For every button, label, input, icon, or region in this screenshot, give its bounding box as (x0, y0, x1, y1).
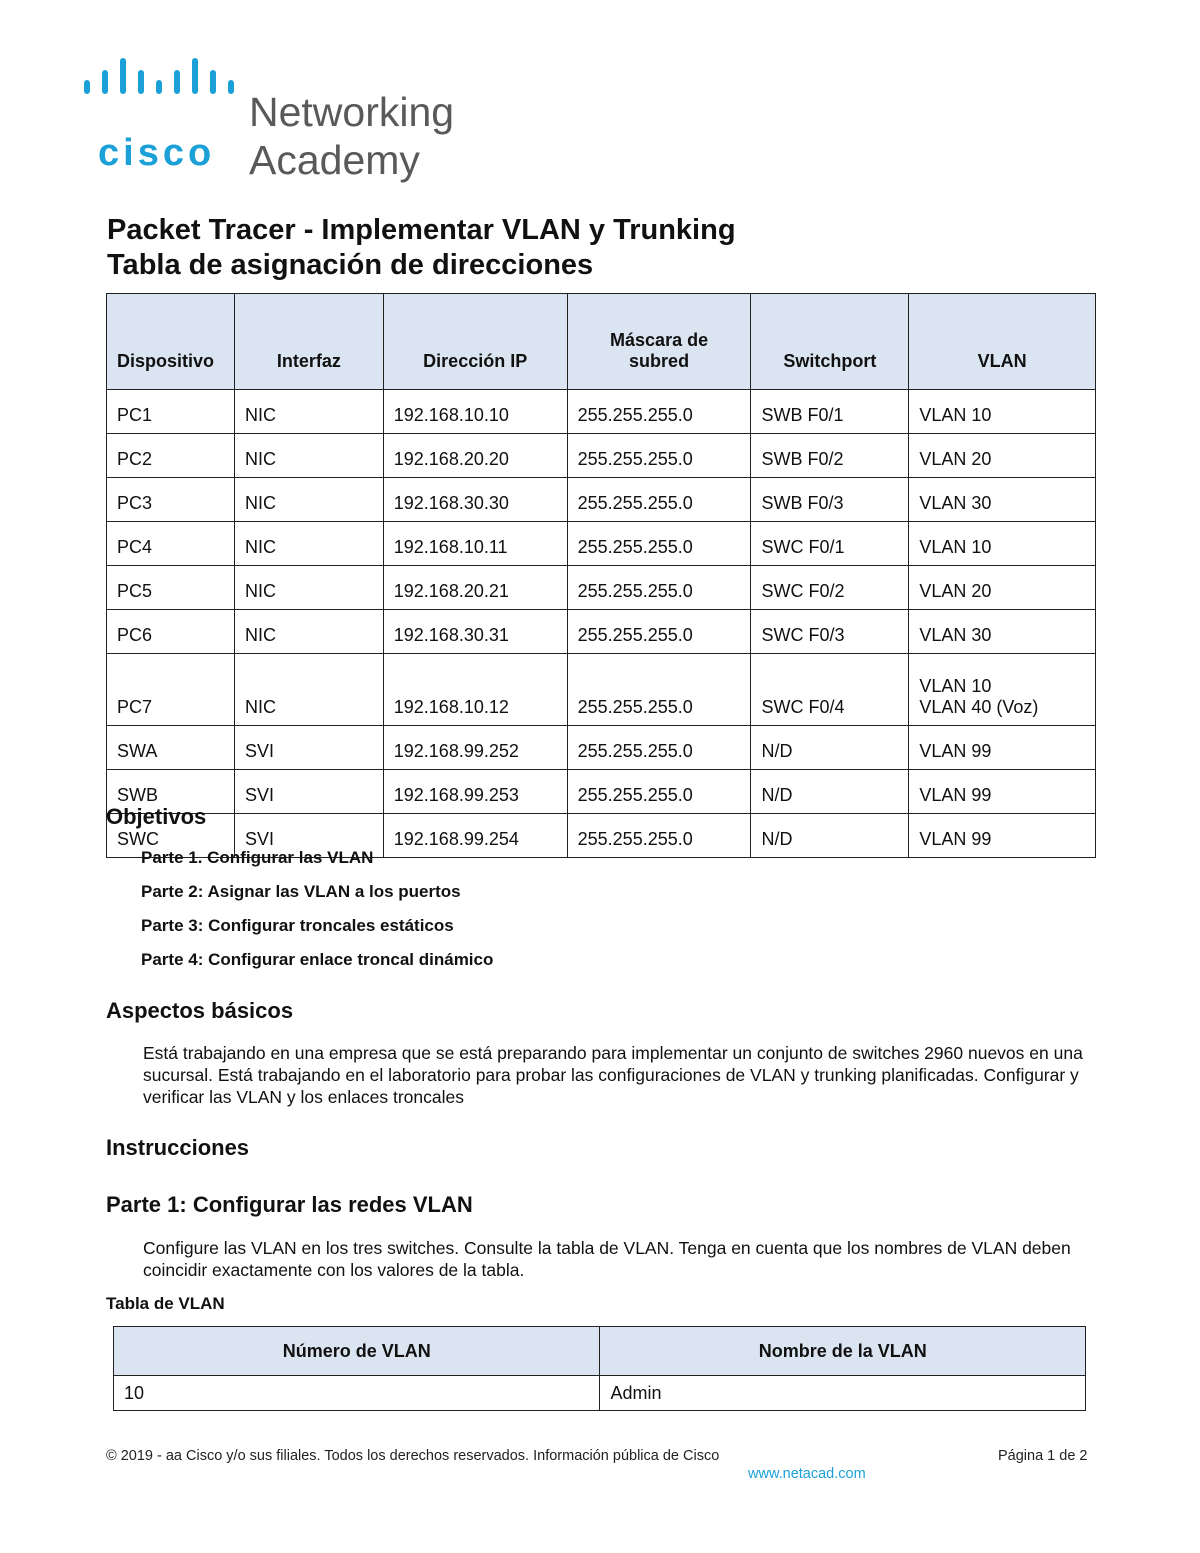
objective-item: Parte 1. Configurar las VLAN (141, 848, 374, 867)
table-cell: VLAN 99 (909, 814, 1096, 858)
table-cell: 192.168.10.10 (383, 390, 567, 434)
column-header: Interfaz (234, 294, 383, 390)
table-cell: SWB F0/3 (751, 478, 909, 522)
background-paragraph: Está trabajando en una empresa que se está preparando para implementar un conjunto de switches 2960 nuevos en una sucursal. Está trabajando en el laboratorio para probar las configuraciones de VLAN y trunking planificadas. Configurar y verificar las VLAN y los enlaces troncales (143, 1043, 1083, 1107)
table-cell: 255.255.255.0 (567, 610, 751, 654)
footer-page-number: Página 1 de 2 (998, 1448, 1088, 1464)
cisco-networking-academy-logo (84, 88, 484, 183)
table-cell: 255.255.255.0 (567, 522, 751, 566)
column-header: Máscara de subred (567, 294, 751, 390)
table-cell: 255.255.255.0 (567, 814, 751, 858)
table-cell: 192.168.99.254 (383, 814, 567, 858)
addressing-table-title: Tabla de asignación de direcciones (107, 249, 594, 281)
table-cell: NIC (234, 478, 383, 522)
objective-item: Parte 4: Configurar enlace troncal dinámico (141, 950, 494, 969)
column-header: Dispositivo (107, 294, 235, 390)
cisco-wordmark: cisco (98, 132, 216, 174)
table-row (107, 522, 1096, 566)
table-cell: PC3 (107, 478, 235, 522)
table-row (107, 770, 1096, 814)
table-cell: PC4 (107, 522, 235, 566)
column-header: Número de VLAN (114, 1327, 600, 1376)
table-cell: Admin (600, 1376, 1086, 1411)
objective-item: Parte 3: Configurar troncales estáticos (141, 916, 454, 935)
logo-line-academy: Academy (249, 137, 420, 183)
table-cell: 10 (114, 1376, 600, 1411)
table-cell: 192.168.99.252 (383, 726, 567, 770)
table-cell: SWC F0/2 (751, 566, 909, 610)
table-cell: SVI (234, 814, 383, 858)
objective-item: Parte 2: Asignar las VLAN a los puertos (141, 882, 461, 901)
table-cell: 192.168.10.12 (383, 654, 567, 726)
footer-netacad-link[interactable]: www.netacad.com (748, 1466, 866, 1482)
table-cell: SWB F0/1 (751, 390, 909, 434)
table-cell: VLAN 99 (909, 770, 1096, 814)
table-cell: VLAN 30 (909, 610, 1096, 654)
table-cell: 192.168.30.30 (383, 478, 567, 522)
table-row (114, 1376, 1086, 1411)
table-row (107, 390, 1096, 434)
table-cell: 192.168.20.20 (383, 434, 567, 478)
table-row (107, 566, 1096, 610)
table-cell: 192.168.20.21 (383, 566, 567, 610)
table-cell: VLAN 20 (909, 566, 1096, 610)
academy-wordmark (249, 88, 454, 184)
table-cell: SVI (234, 770, 383, 814)
table-cell: NIC (234, 566, 383, 610)
column-header: Dirección IP (383, 294, 567, 390)
table-cell: SWC F0/4 (751, 654, 909, 726)
table-row (107, 726, 1096, 770)
table-row (107, 654, 1096, 726)
table-cell: SVI (234, 726, 383, 770)
table-row (107, 478, 1096, 522)
table-cell: PC6 (107, 610, 235, 654)
table-cell: NIC (234, 434, 383, 478)
table-cell: 255.255.255.0 (567, 654, 751, 726)
table-cell: VLAN 99 (909, 726, 1096, 770)
table-cell: 192.168.10.11 (383, 522, 567, 566)
table-cell: PC1 (107, 390, 235, 434)
table-cell: 255.255.255.0 (567, 478, 751, 522)
vlan-table-caption: Tabla de VLAN (106, 1294, 225, 1313)
table-cell: NIC (234, 522, 383, 566)
footer-copyright: © 2019 - aa Cisco y/o sus filiales. Todos los derechos reservados. Información pública de Cisco (106, 1448, 720, 1464)
table-cell: VLAN 30 (909, 478, 1096, 522)
table-cell: SWA (107, 726, 235, 770)
objectives-heading: Objetivos (106, 804, 207, 829)
table-cell: N/D (751, 770, 909, 814)
vlan-table-header (114, 1327, 1086, 1376)
table-cell: SWB F0/2 (751, 434, 909, 478)
table-cell: N/D (751, 726, 909, 770)
table-cell: NIC (234, 654, 383, 726)
table-cell: VLAN 10 (909, 390, 1096, 434)
document-title: Packet Tracer - Implementar VLAN y Trunking (107, 214, 736, 246)
table-cell: SWC F0/3 (751, 610, 909, 654)
column-header: Nombre de la VLAN (600, 1327, 1086, 1376)
table-cell: SWB (107, 770, 235, 814)
table-cell: NIC (234, 390, 383, 434)
table-cell: NIC (234, 610, 383, 654)
part1-paragraph: Configure las VLAN en los tres switches. Consulte la tabla de VLAN. Tenga en cuenta que los nombres de VLAN deben coincidir exactamente con los valores de la tabla. (143, 1238, 1071, 1280)
column-header: Switchport (751, 294, 909, 390)
table-cell: 255.255.255.0 (567, 390, 751, 434)
table-cell: 192.168.99.253 (383, 770, 567, 814)
part1-heading: Parte 1: Configurar las redes VLAN (106, 1192, 473, 1217)
logo-line-networking: Networking (249, 89, 455, 135)
table-cell: 255.255.255.0 (567, 726, 751, 770)
table-cell: PC5 (107, 566, 235, 610)
table-cell: VLAN 10 (909, 522, 1096, 566)
table-cell: 255.255.255.0 (567, 434, 751, 478)
table-cell: VLAN 20 (909, 434, 1096, 478)
table-cell: 255.255.255.0 (567, 566, 751, 610)
addressing-table (106, 293, 1096, 858)
vlan-table (113, 1326, 1086, 1411)
table-cell: 192.168.30.31 (383, 610, 567, 654)
instructions-heading: Instrucciones (106, 1135, 250, 1160)
addressing-table-header (107, 294, 1096, 390)
table-cell: PC2 (107, 434, 235, 478)
table-cell: VLAN 10 VLAN 40 (Voz) (909, 654, 1096, 726)
table-cell: SWC F0/1 (751, 522, 909, 566)
column-header: VLAN (909, 294, 1096, 390)
table-cell: PC7 (107, 654, 235, 726)
table-row (107, 434, 1096, 478)
table-cell: N/D (751, 814, 909, 858)
background-heading: Aspectos básicos (106, 998, 294, 1023)
table-cell: SWC (107, 814, 235, 858)
table-cell: 255.255.255.0 (567, 770, 751, 814)
table-row (107, 610, 1096, 654)
